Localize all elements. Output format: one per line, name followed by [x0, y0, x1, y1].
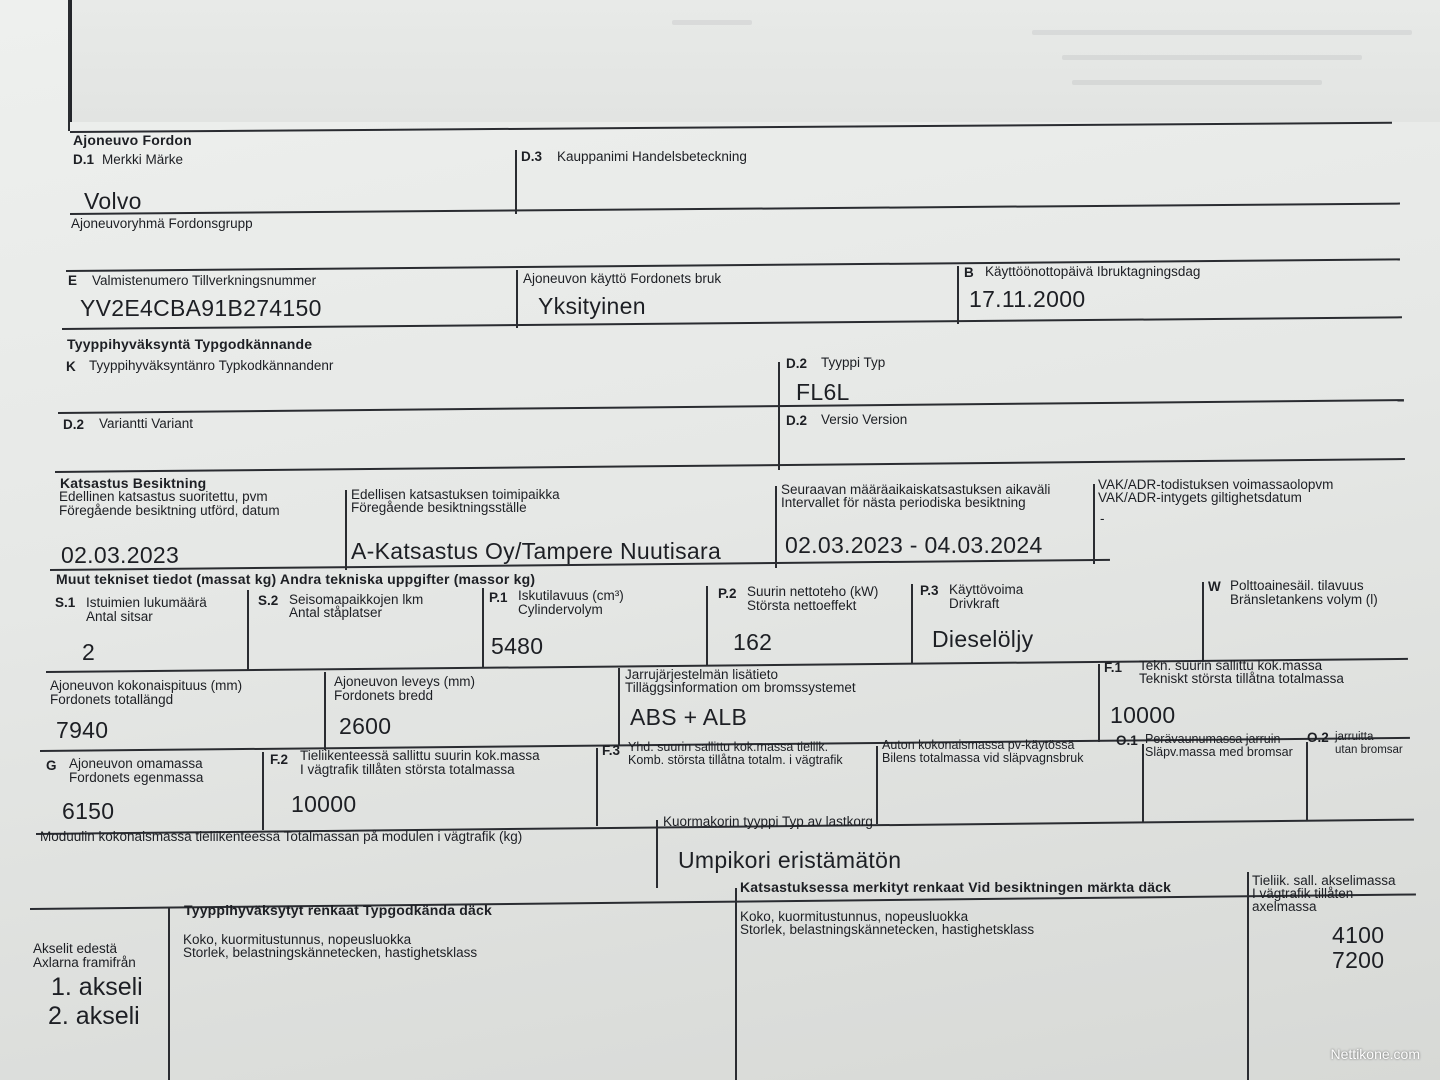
- rule: [735, 888, 737, 1080]
- rule: [516, 270, 518, 328]
- seats-value: 2: [82, 639, 96, 665]
- tank-label-sv: Bränsletankens volym (l): [1230, 592, 1378, 607]
- next-inspection-label-fi: Seuraavan määräaikaiskatsastuksen aikaväli: [781, 482, 1051, 497]
- rule: [324, 672, 326, 750]
- inspection-place-label-fi: Edellisen katsastuksen toimipaikka: [351, 487, 560, 502]
- own-mass-value: 6150: [62, 798, 115, 824]
- rule: [55, 458, 1405, 473]
- rule: [1202, 582, 1204, 662]
- fuel-label-sv: Drivkraft: [949, 596, 1000, 611]
- fuel-value: Dieselöljy: [932, 626, 1034, 652]
- prev-inspection-date: 02.03.2023: [61, 542, 180, 568]
- approved-tyres-label-fi: Koko, kuormitustunnus, nopeusluokka: [183, 932, 412, 947]
- rule: [911, 584, 913, 664]
- length-label-sv: Fordonets totallängd: [50, 692, 174, 707]
- next-inspection-interval: 02.03.2023 - 04.03.2024: [785, 532, 1043, 558]
- vin-code: E: [68, 273, 78, 288]
- f1-value: 10000: [1110, 702, 1176, 728]
- rule: [1247, 872, 1249, 1080]
- rule: [656, 820, 658, 888]
- axles-label-sv: Axlarna framifrån: [33, 955, 136, 970]
- axle-mass-label-2: I vägtrafik tillåten: [1252, 886, 1354, 901]
- approved-tyres-label-sv: Storlek, belastningskännetecken, hastighetsklass: [183, 945, 478, 960]
- o1-label-sv: Släpv.massa med bromsar: [1145, 745, 1293, 759]
- body-type-label: Kuormakorin tyyppi Typ av lastkorg: [663, 814, 873, 829]
- own-mass-label-fi: Ajoneuvon omamassa: [69, 756, 203, 771]
- o2-code: O.2: [1307, 730, 1329, 745]
- rule: [1306, 742, 1308, 820]
- length-label-fi: Ajoneuvon kokonaispituus (mm): [50, 678, 243, 693]
- approved-tyres-title: Tyyppihyväksytyt renkaat Typgodkända däck: [184, 902, 493, 918]
- use-label: Ajoneuvon käyttö Fordonets bruk: [523, 271, 722, 286]
- standing-code: S.2: [258, 593, 279, 608]
- f3-label-sv: Komb. största tillåtna totalm. i vägtrafik: [628, 753, 843, 767]
- rule: [876, 746, 878, 824]
- rule: [596, 748, 598, 826]
- seats-label-fi: Istuimien lukumäärä: [86, 595, 207, 610]
- vehicle-section-title: Ajoneuvo Fordon: [73, 132, 192, 148]
- power-label-sv: Största nettoeffekt: [747, 598, 857, 613]
- f1-label-fi: Tekn. suurin sallittu kok.massa: [1139, 658, 1323, 673]
- module-mass-label: Moduulin kokonaismassa tieliikenteessä Totalmassan på modulen i vägtrafik (kg): [40, 829, 523, 844]
- rule: [618, 668, 620, 746]
- length-value: 7940: [56, 717, 109, 743]
- rule: [778, 362, 780, 470]
- vak-value: -: [1100, 511, 1105, 526]
- f3-label-fi: Yhd. suurin sallittu kok.massa tieliik.: [628, 740, 829, 754]
- tank-label-fi: Polttoainesäil. tilavuus: [1230, 578, 1364, 593]
- power-value: 162: [733, 629, 773, 655]
- o1-label-fi: Perävaunumassa jarruin: [1145, 732, 1281, 746]
- f1-code: F.1: [1104, 660, 1123, 675]
- version-code: D.2: [786, 413, 808, 428]
- rule: [957, 266, 959, 324]
- displacement-value: 5480: [491, 633, 544, 659]
- fuel-code: P.3: [920, 583, 939, 598]
- f2-value: 10000: [291, 791, 357, 817]
- axle-mass-label-1: Tieliik. sall. akselimassa: [1252, 873, 1396, 888]
- width-label-fi: Ajoneuvon leveys (mm): [334, 674, 476, 689]
- f2-label-fi: Tieliikenteessä sallittu suurin kok.massa: [300, 748, 540, 763]
- f1-label-sv: Tekniskt största tillåtna totalmassa: [1139, 671, 1344, 686]
- power-code: P.2: [718, 586, 737, 601]
- rule: [1142, 744, 1144, 822]
- group-label: Ajoneuvoryhmä Fordonsgrupp: [71, 216, 253, 231]
- axle-2-label: 2. akseli: [48, 1002, 140, 1030]
- variant-label: Variantti Variant: [99, 416, 194, 431]
- prev-inspection-label-sv: Föregående besiktning utförd, datum: [59, 503, 280, 518]
- marked-tyres-title: Katsastuksessa merkityt renkaat Vid besiktningen märkta däck: [740, 879, 1172, 895]
- make-label: Merkki Märke: [102, 152, 184, 167]
- approval-number-code: K: [66, 359, 76, 374]
- date-code: B: [964, 265, 974, 280]
- make-code: D.1: [73, 152, 95, 167]
- o2-label-fi: jarruitta: [1335, 731, 1374, 743]
- rule: [70, 203, 1400, 215]
- version-label: Versio Version: [821, 412, 908, 427]
- rule: [1098, 664, 1100, 742]
- vin-label: Valmistenumero Tillverkningsnummer: [92, 273, 317, 288]
- fuel-label-fi: Käyttövoima: [949, 582, 1024, 597]
- axle-2-mass: 7200: [1332, 947, 1385, 973]
- rule: [168, 908, 170, 1080]
- trailer-mass-label-fi: Auton kokonaismassa pv-käytössä: [882, 738, 1075, 752]
- rule: [70, 122, 1392, 133]
- type-approval-title: Tyyppihyväksyntä Typgodkännande: [67, 336, 313, 352]
- technical-title: Muut tekniset tiedot (massat kg) Andra tekniska uppgifter (massor kg): [56, 571, 536, 587]
- displacement-label-sv: Cylindervolym: [518, 602, 603, 617]
- previous-page-area: [70, 0, 1440, 122]
- brake-label-fi: Jarrujärjestelmän lisätieto: [625, 667, 779, 682]
- tank-code: W: [1208, 579, 1221, 594]
- rule: [706, 586, 708, 666]
- brake-label-sv: Tilläggsinformation om bromssystemet: [625, 680, 856, 695]
- marked-tyres-label-sv: Storlek, belastningskännetecken, hastighetsklass: [740, 922, 1035, 937]
- trade-code: D.3: [521, 149, 543, 164]
- f2-label-sv: I vägtrafik tillåten största totalmassa: [300, 762, 515, 777]
- prev-inspection-label-fi: Edellinen katsastus suoritettu, pvm: [59, 489, 268, 504]
- f3-code: F.3: [602, 743, 621, 758]
- displacement-code: P.1: [489, 590, 508, 605]
- vin-value: YV2E4CBA91B274150: [80, 295, 322, 321]
- body-type-value: Umpikori eristämätön: [678, 847, 902, 873]
- brake-value: ABS + ALB: [630, 704, 748, 730]
- o1-code: O.1: [1116, 733, 1138, 748]
- o2-label-sv: utan bromsar: [1335, 744, 1403, 756]
- vak-label-sv: VAK/ADR-intygets giltighetsdatum: [1098, 490, 1302, 505]
- rule: [345, 490, 347, 570]
- use-value: Yksityinen: [538, 293, 646, 319]
- own-mass-code: G: [46, 758, 57, 773]
- vak-label-fi: VAK/ADR-todistuksen voimassaolopvm: [1098, 477, 1334, 492]
- first-use-date: 17.11.2000: [969, 286, 1086, 312]
- inspection-title: Katsastus Besiktning: [60, 475, 207, 491]
- axle-1-label: 1. akseli: [51, 973, 143, 1001]
- power-label-fi: Suurin nettoteho (kW): [747, 584, 879, 599]
- rule: [482, 588, 484, 668]
- rule: [775, 486, 777, 568]
- trade-label: Kauppanimi Handelsbeteckning: [557, 149, 747, 164]
- seats-label-sv: Antal sitsar: [86, 609, 153, 624]
- watermark: Nettikone.com: [1330, 1046, 1420, 1062]
- axles-label-fi: Akselit edestä: [33, 941, 118, 956]
- marked-tyres-label-fi: Koko, kuormitustunnus, nopeusluokka: [740, 909, 969, 924]
- rule: [68, 0, 70, 131]
- type-value: FL6L: [796, 379, 850, 405]
- f2-code: F.2: [270, 752, 289, 767]
- rule: [1093, 484, 1095, 564]
- rule: [247, 590, 249, 670]
- axle-mass-label-3: axelmassa: [1252, 899, 1317, 914]
- rule: [58, 399, 1404, 414]
- standing-label-sv: Antal ståplatser: [289, 605, 383, 620]
- type-code: D.2: [786, 356, 808, 371]
- own-mass-label-sv: Fordonets egenmassa: [69, 770, 204, 785]
- rule: [515, 150, 517, 214]
- make-value: Volvo: [84, 188, 142, 214]
- width-value: 2600: [339, 713, 392, 739]
- seats-code: S.1: [55, 595, 76, 610]
- approval-number-label: Tyyppihyväksyntänro Typkodkännandenr: [89, 358, 334, 373]
- date-label: Käyttöönottopäivä Ibruktagningsdag: [985, 264, 1201, 279]
- width-label-sv: Fordonets bredd: [334, 688, 434, 703]
- standing-label-fi: Seisomapaikkojen lkm: [289, 592, 424, 607]
- variant-code: D.2: [63, 417, 85, 432]
- axle-1-mass: 4100: [1332, 922, 1385, 948]
- next-inspection-label-sv: Intervallet för nästa periodiska besiktning: [781, 495, 1026, 510]
- type-label: Tyyppi Typ: [821, 355, 886, 370]
- inspection-place-label-sv: Föregående besiktningsställe: [351, 500, 527, 515]
- inspection-place: A-Katsastus Oy/Tampere Nuutisara: [351, 538, 722, 564]
- rule: [262, 752, 264, 830]
- displacement-label-fi: Iskutilavuus (cm³): [518, 588, 624, 603]
- trailer-mass-label-sv: Bilens totalmassa vid släpvagnsbruk: [882, 751, 1084, 765]
